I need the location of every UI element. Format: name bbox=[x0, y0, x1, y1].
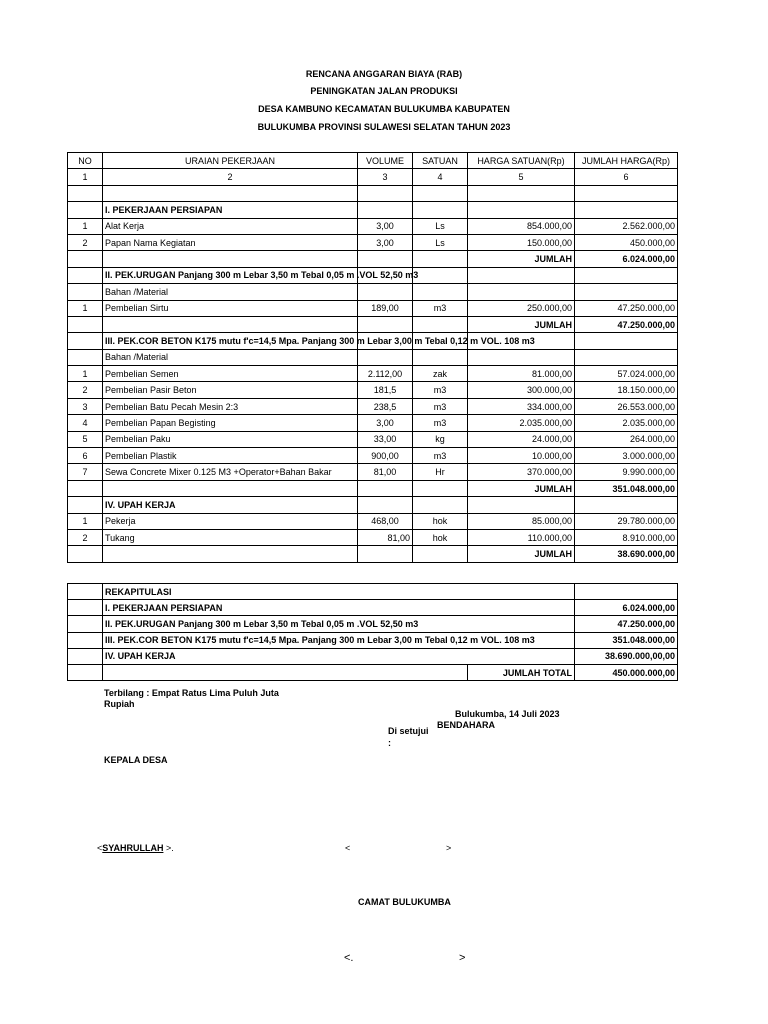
subtotal-row bbox=[68, 316, 678, 332]
section-title-row bbox=[68, 497, 678, 513]
row-price: 370.000,00 bbox=[468, 464, 575, 480]
recap-title-row bbox=[68, 584, 678, 600]
row-total: 29.780.000,00 bbox=[575, 513, 678, 529]
col-header: NO bbox=[68, 153, 103, 169]
table-row bbox=[68, 382, 678, 398]
row-volume: 238,5 bbox=[358, 398, 413, 414]
recap-value: 38.690.000,00,00 bbox=[575, 648, 678, 664]
row-price: 10.000,00 bbox=[468, 448, 575, 464]
subtotal-label: JUMLAH bbox=[468, 316, 575, 332]
subsection-label: Bahan /Material bbox=[103, 284, 358, 300]
col-number: 5 bbox=[468, 169, 575, 185]
row-price: 334.000,00 bbox=[468, 398, 575, 414]
row-total: 26.553.000,00 bbox=[575, 398, 678, 414]
row-desc: Pembelian Semen bbox=[103, 366, 358, 382]
doc-region-year: BULUKUMBA PROVINSI SULAWESI SELATAN TAHUN 2023 bbox=[257, 122, 511, 132]
subtotal-label: JUMLAH bbox=[468, 546, 575, 562]
row-volume: 3,00 bbox=[358, 415, 413, 431]
amount-in-words: Terbilang : Empat Ratus Lima Puluh Juta bbox=[104, 688, 279, 698]
row-price: 854.000,00 bbox=[468, 218, 575, 234]
row-unit: hok bbox=[413, 529, 468, 545]
row-desc: Pembelian Sirtu bbox=[103, 300, 358, 316]
row-no: 7 bbox=[68, 464, 103, 480]
row-unit: kg bbox=[413, 431, 468, 447]
table-row bbox=[68, 431, 678, 447]
signature-bracket-close: > bbox=[446, 843, 452, 853]
col-number: 6 bbox=[575, 169, 678, 185]
section-title-row bbox=[68, 267, 678, 283]
row-price: 110.000,00 bbox=[468, 529, 575, 545]
recap-row bbox=[68, 632, 678, 648]
bracket-open: < bbox=[97, 843, 103, 853]
row-total: 450.000,00 bbox=[575, 234, 678, 250]
table-row bbox=[68, 218, 678, 234]
row-volume: 2.112,00 bbox=[358, 366, 413, 382]
row-price: 85.000,00 bbox=[468, 513, 575, 529]
subtotal-value: 351.048.000,00 bbox=[575, 480, 678, 496]
subtotal-row bbox=[68, 251, 678, 267]
table-row bbox=[68, 366, 678, 382]
section-title: III. PEK.COR BETON K175 mutu f'c=14,5 Mpa. Panjang 300 m Lebar 3,00 m Tebal 0,12 m VOL. 108 m3 bbox=[103, 333, 358, 349]
row-price: 250.000,00 bbox=[468, 300, 575, 316]
row-no: 4 bbox=[68, 415, 103, 431]
camat-bracket-open: <. bbox=[344, 952, 354, 964]
row-no: 2 bbox=[68, 234, 103, 250]
row-total: 8.910.000,00 bbox=[575, 529, 678, 545]
row-total: 3.000.000,00 bbox=[575, 448, 678, 464]
row-unit: m3 bbox=[413, 398, 468, 414]
recap-value: 6.024.000,00 bbox=[575, 600, 678, 616]
row-desc: Alat Kerja bbox=[103, 218, 358, 234]
row-no: 2 bbox=[68, 529, 103, 545]
doc-subtitle: PENINGKATAN JALAN PRODUKSI bbox=[310, 86, 458, 96]
column-number-row bbox=[68, 169, 678, 185]
table-row bbox=[68, 300, 678, 316]
row-no: 1 bbox=[68, 300, 103, 316]
row-desc: Pembelian Papan Begisting bbox=[103, 415, 358, 431]
treasurer-title: BENDAHARA bbox=[437, 720, 495, 730]
col-number: 4 bbox=[413, 169, 468, 185]
col-number: 1 bbox=[68, 169, 103, 185]
recap-value: 47.250.000,00 bbox=[575, 616, 678, 632]
row-desc: Pembelian Paku bbox=[103, 431, 358, 447]
row-desc: Sewa Concrete Mixer 0.125 M3 +Operator+Bahan Bakar bbox=[103, 464, 358, 480]
recap-label: IV. UPAH KERJA bbox=[103, 648, 575, 664]
doc-location: DESA KAMBUNO KECAMATAN BULUKUMBA KABUPATEN bbox=[258, 104, 510, 114]
row-price: 300.000,00 bbox=[468, 382, 575, 398]
subtotal-value: 47.250.000,00 bbox=[575, 316, 678, 332]
row-total: 57.024.000,00 bbox=[575, 366, 678, 382]
recap-row bbox=[68, 616, 678, 632]
row-unit: m3 bbox=[413, 415, 468, 431]
row-volume: 81,00 bbox=[358, 464, 413, 480]
amount-in-words-cont: Rupiah bbox=[104, 699, 135, 709]
row-volume: 181,5 bbox=[358, 382, 413, 398]
col-header: SATUAN bbox=[413, 153, 468, 169]
place-date: Bulukumba, 14 Juli 2023 bbox=[455, 709, 560, 719]
table-header-row bbox=[68, 153, 678, 169]
row-desc: Pembelian Plastik bbox=[103, 448, 358, 464]
row-unit: m3 bbox=[413, 300, 468, 316]
recap-total-row bbox=[68, 664, 678, 680]
recap-label: III. PEK.COR BETON K175 mutu f'c=14,5 Mpa. Panjang 300 m Lebar 3,00 m Tebal 0,12 m VOL. 108 m3 bbox=[103, 632, 575, 648]
table-row bbox=[68, 448, 678, 464]
row-unit: hok bbox=[413, 513, 468, 529]
col-header: HARGA SATUAN(Rp) bbox=[468, 153, 575, 169]
village-head-name: SYAHRULLAH bbox=[102, 843, 164, 853]
recap-label: II. PEK.URUGAN Panjang 300 m Lebar 3,50 m Tebal 0,05 m .VOL 52,50 m3 bbox=[103, 616, 575, 632]
row-volume: 33,00 bbox=[358, 431, 413, 447]
subtotal-value: 6.024.000,00 bbox=[575, 251, 678, 267]
village-head-title: KEPALA DESA bbox=[104, 755, 168, 765]
recap-total-label: JUMLAH TOTAL bbox=[468, 664, 575, 680]
table-row bbox=[68, 513, 678, 529]
approved-colon: : bbox=[388, 738, 391, 748]
col-header: JUMLAH HARGA(Rp) bbox=[575, 153, 678, 169]
row-volume: 3,00 bbox=[358, 218, 413, 234]
row-price: 24.000,00 bbox=[468, 431, 575, 447]
col-number: 2 bbox=[103, 169, 358, 185]
row-total: 18.150.000,00 bbox=[575, 382, 678, 398]
signature-name-village-head bbox=[97, 843, 174, 853]
section-title: II. PEK.URUGAN Panjang 300 m Lebar 3,50 m Tebal 0,05 m .VOL 52,50 m3 bbox=[103, 267, 358, 283]
section-title: I. PEKERJAAN PERSIAPAN bbox=[103, 202, 358, 218]
row-unit: m3 bbox=[413, 382, 468, 398]
row-volume: 3,00 bbox=[358, 234, 413, 250]
subtotal-label: JUMLAH bbox=[468, 480, 575, 496]
row-volume: 900,00 bbox=[358, 448, 413, 464]
subtotal-value: 38.690.000,00 bbox=[575, 546, 678, 562]
section-title: IV. UPAH KERJA bbox=[103, 497, 358, 513]
row-unit: Ls bbox=[413, 234, 468, 250]
row-price: 150.000,00 bbox=[468, 234, 575, 250]
row-desc: Tukang bbox=[103, 529, 358, 545]
row-unit: Ls bbox=[413, 218, 468, 234]
spacer-row bbox=[68, 185, 678, 201]
row-total: 264.000,00 bbox=[575, 431, 678, 447]
bracket-close: >. bbox=[163, 843, 174, 853]
row-no: 3 bbox=[68, 398, 103, 414]
row-price: 2.035.000,00 bbox=[468, 415, 575, 431]
section-title-row bbox=[68, 333, 678, 349]
doc-title: RENCANA ANGGARAN BIAYA (RAB) bbox=[305, 69, 463, 79]
subsection-row bbox=[68, 284, 678, 300]
row-no: 1 bbox=[68, 218, 103, 234]
row-volume: 468,00 bbox=[358, 513, 413, 529]
approved-label: Di setujui bbox=[388, 726, 429, 736]
subsection-label: Bahan /Material bbox=[103, 349, 358, 365]
row-desc: Papan Nama Kegiatan bbox=[103, 234, 358, 250]
recap-row bbox=[68, 600, 678, 616]
row-no: 1 bbox=[68, 366, 103, 382]
camat-title: CAMAT BULUKUMBA bbox=[358, 897, 451, 907]
row-total: 47.250.000,00 bbox=[575, 300, 678, 316]
subtotal-row bbox=[68, 546, 678, 562]
recap-value: 351.048.000,00 bbox=[575, 632, 678, 648]
section-title-row bbox=[68, 202, 678, 218]
recap-total-value: 450.000.000,00 bbox=[575, 664, 678, 680]
subtotal-row bbox=[68, 480, 678, 496]
table-row bbox=[68, 464, 678, 480]
col-header: URAIAN PEKERJAAN bbox=[103, 153, 358, 169]
row-desc: Pekerja bbox=[103, 513, 358, 529]
row-no: 5 bbox=[68, 431, 103, 447]
table-row bbox=[68, 529, 678, 545]
row-unit: zak bbox=[413, 366, 468, 382]
recap-title: REKAPITULASI bbox=[103, 584, 575, 600]
row-no: 2 bbox=[68, 382, 103, 398]
row-desc: Pembelian Batu Pecah Mesin 2:3 bbox=[103, 398, 358, 414]
row-total: 9.990.000,00 bbox=[575, 464, 678, 480]
row-desc: Pembelian Pasir Beton bbox=[103, 382, 358, 398]
row-no: 1 bbox=[68, 513, 103, 529]
recap-table bbox=[67, 583, 678, 681]
rab-table bbox=[67, 152, 678, 563]
subsection-row bbox=[68, 349, 678, 365]
table-row bbox=[68, 398, 678, 414]
camat-bracket-close: > bbox=[459, 952, 466, 964]
row-volume: 189,00 bbox=[358, 300, 413, 316]
row-unit: Hr bbox=[413, 464, 468, 480]
row-price: 81.000,00 bbox=[468, 366, 575, 382]
table-row bbox=[68, 415, 678, 431]
row-no: 6 bbox=[68, 448, 103, 464]
recap-label: I. PEKERJAAN PERSIAPAN bbox=[103, 600, 575, 616]
row-total: 2.562.000,00 bbox=[575, 218, 678, 234]
table-row bbox=[68, 234, 678, 250]
col-number: 3 bbox=[358, 169, 413, 185]
row-total: 2.035.000,00 bbox=[575, 415, 678, 431]
subtotal-label: JUMLAH bbox=[468, 251, 575, 267]
signature-bracket-open: < bbox=[345, 843, 351, 853]
row-unit: m3 bbox=[413, 448, 468, 464]
row-volume: 81,00 bbox=[358, 529, 413, 545]
col-header: VOLUME bbox=[358, 153, 413, 169]
recap-row bbox=[68, 648, 678, 664]
